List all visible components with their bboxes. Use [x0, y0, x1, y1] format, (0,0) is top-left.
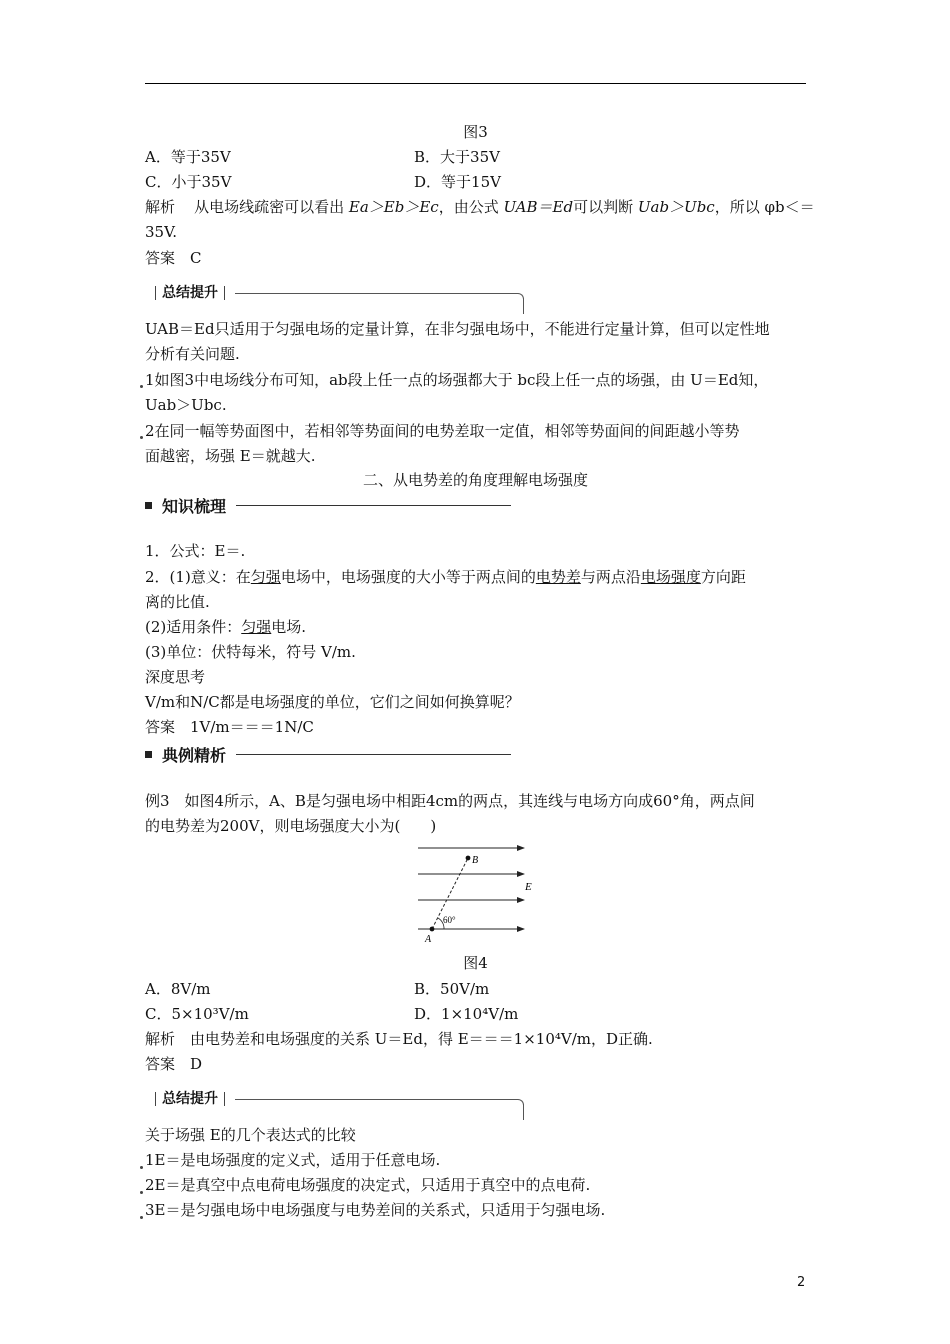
summary-box-1	[145, 285, 523, 315]
example-option-b: B．50V/m	[414, 980, 490, 998]
example-option-a: A．8V/m	[145, 980, 211, 998]
summary2-item3: 3E＝是匀强电场中电场强度与电势差间的关系式，只适用于匀强电场.	[145, 1201, 606, 1219]
option-c: C．小于35V	[145, 173, 232, 191]
knowledge-l5: (3)单位：伏特每米，符号 V/m.	[145, 643, 356, 661]
option-d: D．等于15V	[414, 173, 501, 191]
summary2-item1: 1E＝是电场强度的定义式，适用于任意电场.	[145, 1151, 441, 1169]
analysis-label: 解析	[145, 198, 176, 216]
summary1-item1-line1: 1如图3中电场线分布可知，ab段上任一点的场强都大于 bc段上任一点的场强，由 U＝Ed知，	[145, 371, 769, 389]
bullet-dot	[140, 385, 143, 388]
label-e: E	[525, 881, 532, 893]
analysis-end: ，所以 φb＜＝	[714, 198, 815, 216]
summary1-item2-line2: 面越密，场强 E＝就越大.	[145, 447, 316, 465]
summary-box-2	[145, 1091, 523, 1121]
square-icon	[145, 502, 152, 509]
summary1-line2: 分析有关问题.	[145, 345, 240, 363]
square-icon	[145, 751, 152, 758]
summary-label: 总结提升	[145, 282, 235, 302]
knowledge-l8: 答案 1V/m＝＝＝1N/C	[145, 718, 314, 736]
example-q2: 的电势差为200V，则电场强度大小为( )	[145, 817, 437, 835]
figure-4-field-diagram	[416, 842, 540, 950]
option-b: B．大于35V	[414, 148, 500, 166]
label-b: B	[472, 855, 479, 866]
summary2-item2: 2E＝是真空中点电荷电场强度的决定式，只适用于真空中的点电荷.	[145, 1176, 591, 1194]
bullet-dot	[140, 1216, 143, 1219]
point-a	[430, 927, 435, 932]
header-rule	[145, 83, 806, 84]
option-a: A．等于35V	[145, 148, 231, 166]
analysis-mid: ，由公式	[438, 198, 499, 216]
example-option-d: D．1×10⁴V/m	[414, 1005, 519, 1023]
example-analysis: 解析 由电势差和电场强度的关系 U＝Ed，得 E＝＝＝1×10⁴V/m，D正确.	[145, 1030, 653, 1048]
example-q1: 例3 如图4所示，A、B是匀强电场中相距4cm的两点，其连线与电场方向成60°角，两点间	[145, 792, 755, 810]
analysis-line-1	[145, 196, 815, 218]
section-2-title: 二、从电势差的角度理解电场强度	[362, 471, 588, 489]
summary1-item2-line1: 2在同一幅等势面图中，若相邻等势面间的电势差取一定值，相邻等势面间的间距越小等势	[145, 422, 740, 440]
analysis-relation2: Uab＞Ubc	[637, 198, 715, 216]
answer-prev: 答案 C	[145, 249, 202, 267]
analysis-line-2: 35V.	[145, 223, 178, 241]
analysis-mid2: 可以判断	[573, 198, 634, 216]
example-heading: 典例精析	[145, 743, 511, 766]
bullet-dot	[140, 1191, 143, 1194]
summary2-intro: 关于场强 E的几个表达式的比较	[145, 1126, 356, 1144]
knowledge-l7: V/m和N/C都是电场强度的单位，它们之间如何换算呢？	[145, 693, 520, 711]
bullet-dot	[140, 436, 143, 439]
example-answer: 答案 D	[145, 1055, 203, 1073]
summary1-line1: UAB＝Ed只适用于匀强电场的定量计算，在非匀强电场中，不能进行定量计算，但可以定性地	[145, 320, 770, 338]
knowledge-l1: 1．公式：E＝.	[145, 542, 246, 560]
label-angle: 60°	[443, 915, 456, 925]
knowledge-l4: (2)适用条件：匀强电场.	[145, 618, 307, 636]
knowledge-l6: 深度思考	[145, 668, 206, 686]
knowledge-l3: 离的比值.	[145, 593, 210, 611]
example-option-c: C．5×10³V/m	[145, 1005, 249, 1023]
figure-4-caption: 图4	[463, 954, 488, 972]
summary-label: 总结提升	[145, 1088, 235, 1108]
analysis-relation: Ea＞Eb＞Ec	[348, 198, 439, 216]
page-number: 2	[797, 1275, 806, 1290]
analysis-text: 从电场线疏密可以看出	[194, 198, 345, 216]
knowledge-heading: 知识梳理	[145, 494, 511, 517]
analysis-formula: UAB＝Ed	[503, 198, 574, 216]
summary1-item1-line2: Uab＞Ubc.	[145, 396, 227, 414]
bullet-dot	[140, 1166, 143, 1169]
figure-3-caption: 图3	[463, 123, 488, 141]
knowledge-l2: 2．(1)意义：在匀强电场中，电场强度的大小等于两点间的电势差与两点沿电场强度方向距	[145, 568, 746, 586]
label-a: A	[425, 934, 432, 945]
point-b	[466, 856, 471, 861]
